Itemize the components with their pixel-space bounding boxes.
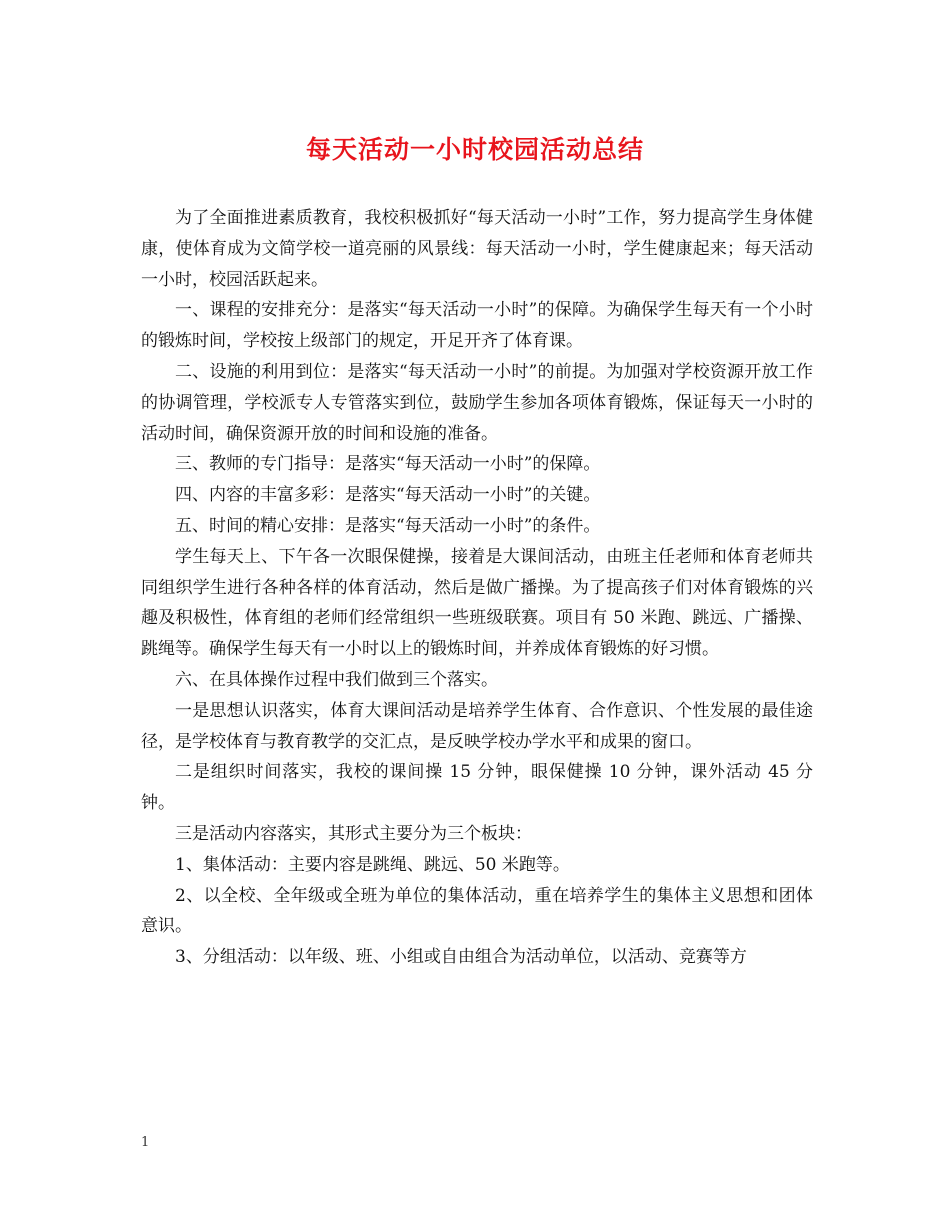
paragraph: 2、以全校、全年级或全班为单位的集体活动，重在培养学生的集体主义思想和团体意识。 <box>141 885 813 937</box>
paragraph: 一是思想认识落实，体育大课间活动是培养学生体育、合作意识、个性发展的最佳途径，是学校体育与教育教学的交汇点，是反映学校办学水平和成果的窗口。 <box>141 700 813 752</box>
document-body <box>141 203 813 973</box>
paragraph: 一、课程的安排充分：是落实“每天活动一小时”的保障。为确保学生每天有一个小时的锻炼时间，学校按上级部门的规定，开足开齐了体育课。 <box>141 300 813 352</box>
paragraph: 二是组织时间落实，我校的课间操 15 分钟，眼保健操 10 分钟，课外活动 45 分钟。 <box>141 762 813 814</box>
paragraph: 三是活动内容落实，其形式主要分为三个板块： <box>175 823 532 844</box>
paragraph: 学生每天上、下午各一次眼保健操，接着是大课间活动，由班主任老师和体育老师共同组织学生进行各种各样的体育活动，然后是做广播操。为了提高孩子们对体育锻炼的兴趣及积极性，体育组的老师们经常组织一些班级联赛。项目有 50 米跑、跳远、广播操、跳绳等。确保学生每天有一小时以上的锻炼时间，并养成体育锻炼的好习惯。 <box>141 546 813 660</box>
paragraph: 1、集体活动：主要内容是跳绳、跳远、50 米跑等。 <box>175 854 570 875</box>
document-title: 每天活动一小时校园活动总结 <box>305 135 644 164</box>
paragraph: 六、在具体操作过程中我们做到三个落实。 <box>175 669 498 690</box>
paragraph: 三、教师的专门指导：是落实“每天活动一小时”的保障。 <box>175 454 601 475</box>
paragraph: 四、内容的丰富多彩：是落实“每天活动一小时”的关键。 <box>175 485 601 506</box>
paragraph: 二、设施的利用到位：是落实“每天活动一小时”的前提。为加强对学校资源开放工作的协调管理，学校派专人专管落实到位，鼓励学生参加各项体育锻炼，保证每天一小时的活动时间，确保资源开放的时间和设施的准备。 <box>141 361 813 444</box>
paragraph: 3、分组活动：以年级、班、小组或自由组合为活动单位，以活动、竞赛等方 <box>175 947 747 968</box>
page-number: 1 <box>141 1135 150 1150</box>
paragraph: 五、时间的精心安排：是落实“每天活动一小时”的条件。 <box>175 515 601 536</box>
paragraph: 为了全面推进素质教育，我校积极抓好“每天活动一小时”工作，努力提高学生身体健康，使体育成为文简学校一道亮丽的风景线：每天活动一小时，学生健康起来；每天活动一小时，校园活跃起来。 <box>141 208 813 290</box>
